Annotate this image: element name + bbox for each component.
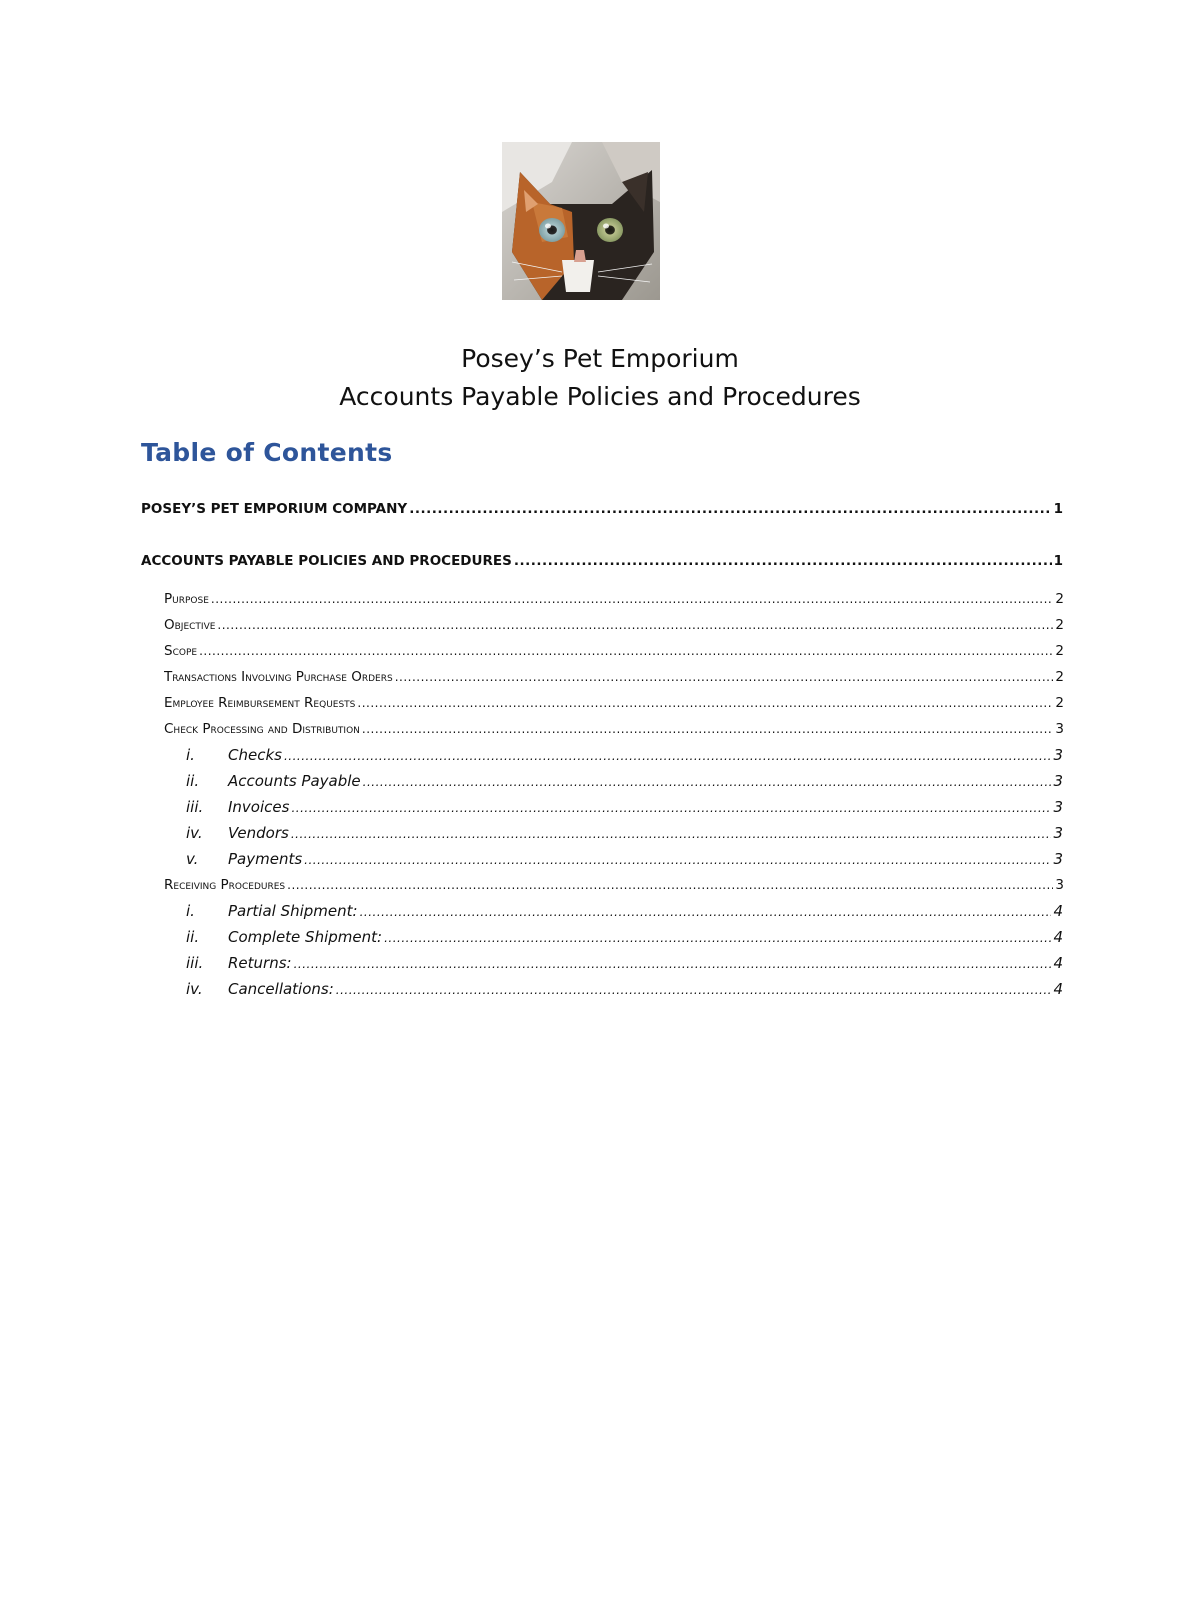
toc-leader-dots [294, 957, 1052, 971]
toc-entry-purchase-orders[interactable] [164, 669, 1064, 685]
toc-entry-number: iv. [186, 824, 203, 842]
toc-leader-dots [304, 853, 1051, 867]
toc-leader-dots [291, 801, 1051, 815]
toc-entry-number: iv. [186, 980, 203, 998]
toc-leader-dots [291, 827, 1052, 841]
toc-page-number: 2 [1055, 669, 1064, 685]
toc-leader-dots [362, 722, 1054, 736]
toc-entry-number: i. [186, 746, 195, 764]
toc-entry-text: Vendors [228, 824, 289, 842]
toc-leader-dots [336, 983, 1052, 997]
toc-leader-dots [395, 670, 1054, 684]
document-title-line-1: Posey’s Pet Emporium [461, 344, 739, 373]
toc-leader-dots [363, 775, 1052, 789]
toc-entry-returns[interactable] [186, 954, 1063, 972]
toc-entry-scope[interactable] [164, 643, 1064, 659]
toc-entry-partial-shipment[interactable] [186, 902, 1063, 920]
toc-leader-dots [217, 618, 1053, 632]
toc-entry-text: Payments [228, 850, 303, 868]
toc-entry-number: iii. [186, 954, 204, 972]
toc-page-number: 3 [1053, 798, 1063, 816]
toc-leader-dots [284, 749, 1051, 763]
toc-entry-payments[interactable] [186, 850, 1063, 868]
toc-entry-reimbursement[interactable] [164, 695, 1064, 711]
toc-entry-accounts-payable[interactable] [186, 772, 1063, 790]
toc-entry-text: Scope [164, 643, 198, 659]
toc-heading: Table of Contents [141, 438, 393, 467]
toc-page-number: 3 [1053, 746, 1063, 764]
toc-entry-cancellations[interactable] [186, 980, 1063, 998]
toc-page-number: 4 [1053, 980, 1063, 998]
toc-entry-invoices[interactable] [186, 798, 1063, 816]
toc-entry-company[interactable] [141, 501, 1063, 517]
toc-entry-text: Partial Shipment: [228, 902, 358, 920]
toc-page-number: 2 [1055, 591, 1064, 607]
toc-entry-text: Complete Shipment: [228, 928, 383, 946]
toc-page-number: 4 [1053, 954, 1063, 972]
toc-entry-number: ii. [186, 928, 200, 946]
toc-page-number: 3 [1053, 772, 1063, 790]
toc-page-number: 3 [1053, 850, 1063, 868]
toc-leader-dots [357, 696, 1053, 710]
toc-entry-text: Invoices [228, 798, 290, 816]
document-title-line-2: Accounts Payable Policies and Procedures [339, 382, 861, 411]
toc-leader-dots [211, 592, 1054, 606]
toc-page-number: 3 [1055, 877, 1064, 893]
toc-page-number: 4 [1053, 928, 1063, 946]
toc-entry-receiving-procedures[interactable] [164, 877, 1064, 893]
toc-page-number: 3 [1055, 721, 1064, 737]
toc-entry-number: iii. [186, 798, 204, 816]
toc-entry-text: Receiving Procedures [164, 877, 286, 893]
toc-entry-text: Cancellations: [228, 980, 334, 998]
toc-entry-number: v. [186, 850, 199, 868]
toc-entry-text: Purpose [164, 591, 209, 607]
toc-entry-ap-policies[interactable] [141, 553, 1063, 569]
toc-page-number: 2 [1055, 643, 1064, 659]
toc-entry-text: Transactions Involving Purchase Orders [164, 669, 393, 685]
toc-entry-number: ii. [186, 772, 200, 790]
toc-entry-text: Objective [164, 617, 216, 633]
cat-photo-logo [502, 142, 660, 300]
toc-leader-dots [287, 878, 1053, 892]
toc-leader-dots [384, 931, 1051, 945]
toc-entry-text: Employee Reimbursement Requests [164, 695, 356, 711]
calico-cat-photo-icon [502, 142, 660, 300]
toc-entry-number: i. [186, 902, 195, 920]
toc-leader-dots [360, 905, 1052, 919]
toc-entry-objective[interactable] [164, 617, 1064, 633]
toc-entry-complete-shipment[interactable] [186, 928, 1063, 946]
toc-entry-purpose[interactable] [164, 591, 1064, 607]
toc-entry-text: ACCOUNTS PAYABLE POLICIES AND PROCEDURES [141, 553, 512, 569]
toc-entry-text: Checks [228, 746, 282, 764]
toc-page-number: 4 [1053, 902, 1063, 920]
toc-entry-text: POSEY’S PET EMPORIUM COMPANY [141, 501, 408, 517]
toc-entry-text: Accounts Payable [228, 772, 361, 790]
toc-entry-text: Returns: [228, 954, 292, 972]
toc-page-number: 1 [1053, 501, 1063, 517]
toc-entry-text: Check Processing and Distribution [164, 721, 360, 737]
toc-page-number: 3 [1053, 824, 1063, 842]
toc-leader-dots [409, 501, 1051, 517]
toc-entry-checks[interactable] [186, 746, 1063, 764]
toc-page-number: 2 [1055, 617, 1064, 633]
toc-page-number: 2 [1055, 695, 1064, 711]
toc-entry-check-processing[interactable] [164, 721, 1064, 737]
toc-leader-dots [199, 644, 1053, 658]
toc-entry-vendors[interactable] [186, 824, 1063, 842]
toc-page-number: 1 [1053, 553, 1063, 569]
toc-leader-dots [514, 553, 1052, 569]
